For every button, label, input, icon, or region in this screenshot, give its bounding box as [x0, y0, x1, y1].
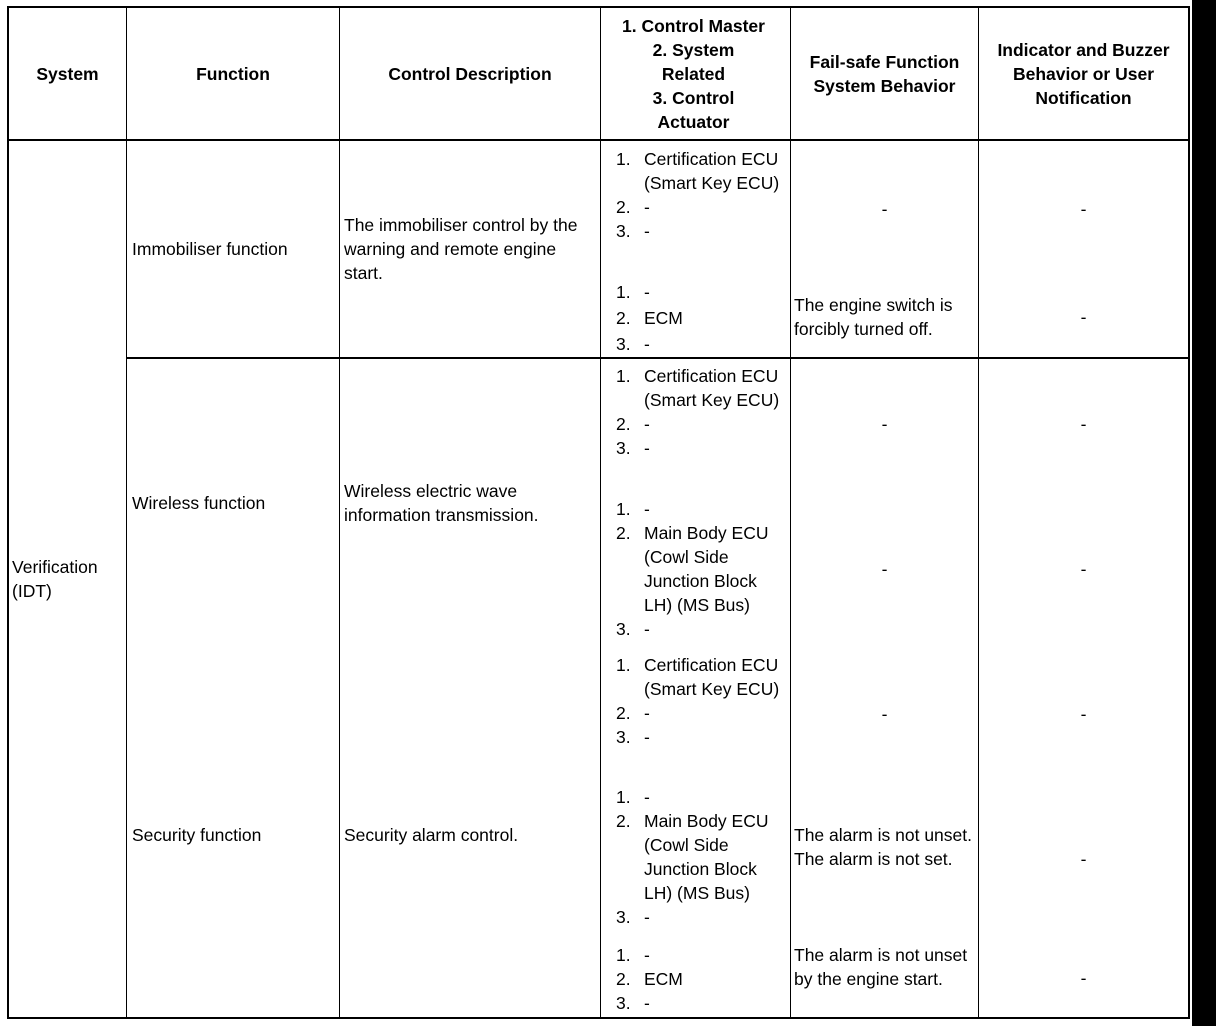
failsafe-cell: - — [881, 414, 888, 434]
description-cell — [344, 141, 594, 357]
indicator-cell: - — [1080, 198, 1087, 219]
header-indicator-line: Notification — [1035, 87, 1132, 108]
actor-item: 2. ECM — [616, 969, 683, 989]
actor-item: 2. - — [616, 414, 650, 434]
failsafe-cell: The alarm is not unset by the engine start. — [794, 945, 968, 989]
system-name: Verification (IDT) — [12, 557, 98, 601]
header-control-master-line: 1. Control Master — [622, 15, 765, 36]
actor-list — [616, 280, 788, 356]
function-cell — [132, 823, 337, 847]
col-divider — [339, 8, 340, 1017]
actor-item: 3. - — [616, 727, 650, 747]
indicator-cell: - — [1080, 306, 1087, 327]
control-description: The immobiliser control by the warning and remote engine start. — [344, 215, 578, 283]
indicator-cell: - — [1080, 559, 1087, 579]
header-fail-safe-line: Fail-safe Function — [809, 51, 960, 72]
actor-item: 3. - — [616, 221, 650, 241]
indicator-cell: - — [1080, 849, 1087, 869]
right-edge-bar — [1192, 0, 1216, 1026]
function-name: Security function — [132, 825, 262, 845]
actor-item: 3. - — [616, 907, 650, 927]
function-cell — [132, 491, 337, 515]
col-divider — [600, 8, 601, 1017]
failsafe-cell: The alarm is not unset. The alarm is not set. — [794, 825, 972, 869]
actor-list — [616, 147, 788, 243]
header-control-master-line: 2. System — [652, 39, 735, 60]
actor-item: 1. Certification ECU (Smart Key ECU) — [616, 366, 780, 410]
control-table — [7, 6, 1190, 1019]
actor-item: 3. - — [616, 619, 650, 639]
header-indicator-line: Indicator and Buzzer — [997, 39, 1170, 60]
description-cell — [344, 823, 594, 847]
actor-item: 3. - — [616, 334, 650, 354]
actor-item: 3. - — [616, 438, 650, 458]
header-indicator-line: Behavior or User — [1012, 63, 1155, 84]
actor-item: 2. - — [616, 197, 650, 217]
indicator-cell: - — [1080, 414, 1087, 434]
actor-list — [616, 497, 788, 641]
function-cell — [132, 141, 337, 357]
failsafe-cell: - — [881, 704, 888, 724]
actor-item: 1. - — [616, 282, 650, 302]
failsafe-cell: - — [881, 198, 888, 219]
header-function-label: Function — [196, 63, 270, 84]
actor-item: 1. Certification ECU (Smart Key ECU) — [616, 149, 780, 193]
header-control-description — [340, 8, 600, 139]
system-cell — [12, 141, 124, 1017]
actor-item: 2. ECM — [616, 308, 683, 328]
indicator-cell: - — [1080, 704, 1087, 724]
actor-list — [616, 943, 788, 1015]
actor-item: 2. Main Body ECU (Cowl Side Junction Block LH) (MS Bus) — [616, 811, 769, 903]
actor-item: 1. - — [616, 499, 650, 519]
failsafe-cell: - — [881, 559, 888, 579]
actor-item: 1. - — [616, 945, 650, 965]
header-system-label: System — [36, 63, 99, 84]
header-control-master-line: Actuator — [657, 111, 730, 132]
header-indicator — [979, 8, 1188, 139]
actor-item: 2. - — [616, 703, 650, 723]
actor-item: 2. Main Body ECU (Cowl Side Junction Block LH) (MS Bus) — [616, 523, 769, 615]
col-divider — [126, 8, 127, 1017]
failsafe-cell: The engine switch is forcibly turned off. — [794, 294, 953, 339]
header-control-master-line: 3. Control — [652, 87, 735, 108]
actor-item: 1. Certification ECU (Smart Key ECU) — [616, 655, 780, 699]
header-control-master — [601, 8, 790, 139]
header-system — [9, 8, 126, 139]
actor-list — [616, 364, 788, 460]
description-cell — [344, 479, 594, 527]
indicator-cell: - — [1080, 968, 1087, 988]
control-description: Wireless electric wave information transmission. — [344, 481, 539, 525]
control-description: Security alarm control. — [344, 825, 519, 845]
header-control-description-label: Control Description — [388, 63, 552, 84]
header-control-master-line: Related — [661, 63, 726, 84]
actor-item: 3. - — [616, 993, 650, 1013]
function-name: Wireless function — [132, 493, 266, 513]
actor-list — [616, 653, 788, 749]
header-fail-safe-line: System Behavior — [813, 75, 956, 96]
actor-item: 1. - — [616, 787, 650, 807]
actor-list — [616, 785, 788, 929]
header-function — [127, 8, 339, 139]
header-fail-safe — [791, 8, 978, 139]
function-name: Immobiliser function — [132, 239, 288, 259]
